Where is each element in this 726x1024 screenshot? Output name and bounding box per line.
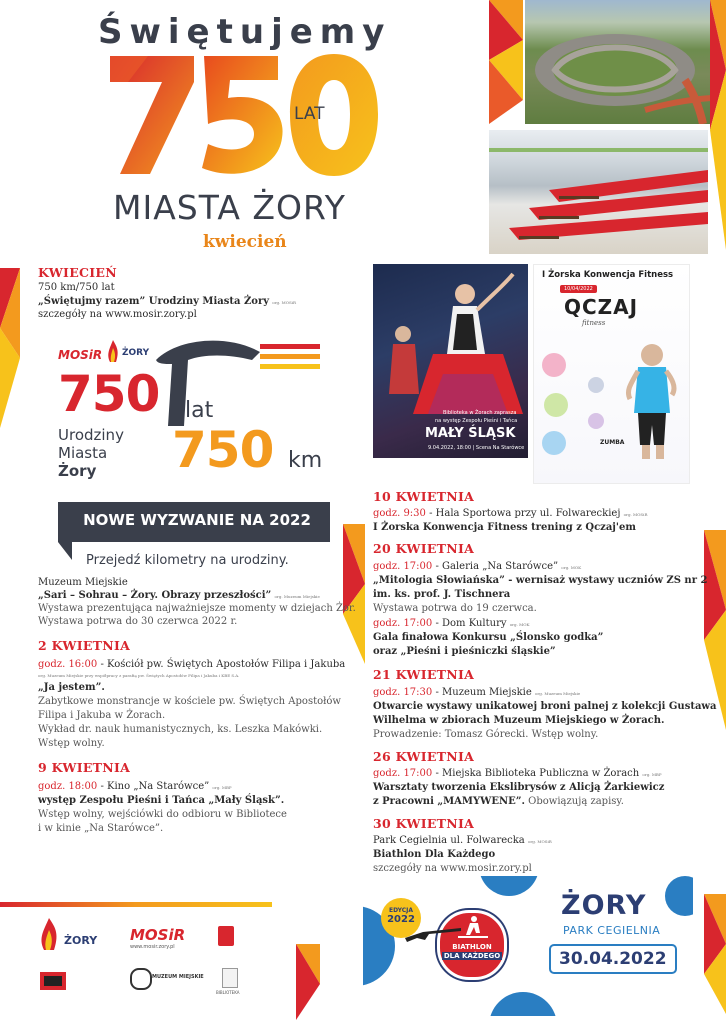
museum-desc2: Wystawa potrwa do 30 czerwca 2022 r. bbox=[38, 616, 238, 627]
apr26-place: - Miejska Biblioteka Publiczna w Żorach bbox=[432, 768, 640, 779]
apr21-n2: Wilhelma w zbiorach Muzeum Miejskiego w Żorach. bbox=[373, 715, 665, 726]
logo-mok-icon bbox=[218, 926, 234, 946]
photo-pumptrack bbox=[525, 0, 711, 124]
photo-biathlon-range bbox=[489, 130, 708, 254]
poster-fitness bbox=[533, 264, 690, 484]
apr20-name2a: Gala finałowa Konkursu „Ślonsko godka” bbox=[373, 632, 604, 643]
apr9-place: - Kino „Na Starówce” bbox=[97, 781, 210, 792]
header-swietujemy: Świętujemy bbox=[98, 12, 392, 52]
apr2-place: - Kościół pw. Świętych Apostołów Filipa i Jakuba bbox=[97, 659, 346, 670]
badge-750-years: 750 bbox=[58, 365, 160, 423]
intro-title: KWIECIEŃ bbox=[38, 265, 117, 280]
logo-zory-flame-icon bbox=[38, 918, 60, 950]
apr20-title: 20 KWIETNIA bbox=[373, 541, 475, 556]
apr2-time-line bbox=[38, 658, 345, 671]
badge-miasta: Miasta bbox=[58, 444, 108, 462]
bottom-rule bbox=[0, 902, 272, 907]
logo-zory-text: ŻORY bbox=[64, 934, 98, 947]
apr2-d4: Wstęp wolny. bbox=[38, 738, 105, 749]
badge-subtitle: Przejedź kilometry na urodziny. bbox=[86, 553, 289, 568]
badge-750-km: 750 bbox=[172, 421, 274, 479]
museum-title: „Sari – Sohrau – Żory. Obrazy przeszłości” bbox=[38, 590, 272, 601]
apr20-org1: org. MOK bbox=[561, 565, 582, 570]
apr20-place1: - Galeria „Na Starówce” bbox=[432, 561, 559, 572]
apr9-org: org. MBP bbox=[212, 785, 232, 790]
badge-lat: lat bbox=[185, 398, 214, 423]
saddle-t-icon bbox=[148, 330, 328, 430]
apr26-time-line bbox=[373, 767, 662, 781]
biathlon-mosir: MOSiR bbox=[493, 902, 527, 912]
intro-line1: 750 km/750 lat bbox=[38, 282, 115, 293]
apr9-title: 9 KWIETNIA bbox=[38, 760, 131, 775]
logo-muzeum-icon bbox=[130, 968, 152, 990]
apr9-d1: Wstęp wolny, wejściówki do odbioru w Bibliotece bbox=[38, 809, 287, 820]
deco-triangles-left-mid bbox=[0, 268, 20, 428]
biathlon-edycja: EDYCJA bbox=[388, 907, 414, 914]
apr21-place: - Muzeum Miejskie bbox=[432, 687, 532, 698]
apr20-time2-line bbox=[373, 617, 529, 631]
apr20-name2b: oraz „Pieśni i pieśniczki śląskie” bbox=[373, 646, 556, 657]
apr20-time2: godz. 17:00 bbox=[373, 618, 433, 629]
intro-line2-text: „Świętujmy razem” Urodziny Miasta Żory bbox=[38, 296, 270, 307]
poster1-l1: Biblioteka w Żorach zaprasza bbox=[443, 410, 517, 416]
poster2-date: 10/04/2022 bbox=[560, 285, 597, 293]
banner-text: NOWE WYZWANIE NA 2022 bbox=[83, 511, 311, 529]
badge-urodziny: Urodziny bbox=[58, 426, 124, 444]
apr2-time: godz. 16:00 bbox=[38, 659, 98, 670]
biathlon-park: PARK CEGIELNIA bbox=[563, 924, 661, 937]
apr10-name: I Żorska Konwencja Fitness trening z Qczaj'em bbox=[373, 522, 636, 533]
rifle-icon bbox=[403, 924, 463, 944]
museum-desc1: Wystawa prezentująca najważniejsze momenty w dziejach Żor. bbox=[38, 603, 356, 614]
apr10-title: 10 KWIETNIA bbox=[373, 489, 475, 504]
apr26-time: godz. 17:00 bbox=[373, 768, 433, 779]
intro-line2-org: org. MOSiR bbox=[272, 300, 297, 305]
apr9-time: godz. 18:00 bbox=[38, 781, 98, 792]
poster2-zumba: ZUMBA bbox=[600, 439, 625, 446]
museum-org: org. Muzeum Miejskie bbox=[274, 594, 320, 599]
poster-maly-slask bbox=[373, 264, 528, 482]
poster2-title: I Żorska Konwencja Fitness bbox=[542, 270, 674, 280]
apr30-place: Park Cegielnia ul. Folwarecka bbox=[373, 835, 525, 846]
biathlon-zory: ŻORY bbox=[561, 890, 647, 921]
apr21-time-line bbox=[373, 686, 580, 700]
deco-triangles-right-top bbox=[710, 0, 726, 250]
apr2-d1: Zabytkowe monstrancje w kościele pw. Świętych Apostołów bbox=[38, 696, 341, 707]
intro-line3: szczegóły na www.mosir.zory.pl bbox=[38, 309, 197, 320]
apr20-time1: godz. 17:00 bbox=[373, 561, 433, 572]
apr9-name: występ Zespołu Pieśni i Tańca „Mały Śląsk”. bbox=[38, 795, 285, 806]
apr26-title: 26 KWIETNIA bbox=[373, 749, 475, 764]
biathlon-dla: DLA KAŻDEGO bbox=[443, 952, 501, 960]
poster1-title: MAŁY ŚLĄSK bbox=[425, 426, 516, 441]
apr9-d2: i w kinie „Na Starówce”. bbox=[38, 823, 164, 834]
apr30-name: Biathlon Dla Każdego bbox=[373, 849, 496, 860]
apr30-place-line bbox=[373, 834, 552, 848]
apr20-d1: Wystawa potrwa do 19 czerwca. bbox=[373, 603, 537, 614]
deco-triangles-mid bbox=[343, 524, 365, 664]
biathlon-biathlon: BIATHLON bbox=[452, 943, 492, 951]
apr9-time-line bbox=[38, 780, 232, 794]
header-month: kwiecień bbox=[203, 232, 287, 252]
apr2-name: „Ja jestem”. bbox=[38, 682, 105, 693]
apr10-place: - Hala Sportowa przy ul. Folwareckiej bbox=[425, 508, 621, 519]
biathlon-poster bbox=[363, 876, 693, 1016]
poster2-sub: fitness bbox=[582, 319, 606, 327]
biathlon-date: 30.04.2022 bbox=[549, 944, 677, 974]
zory-flame-icon bbox=[106, 340, 120, 362]
poster1-date: 9.04.2022, 18:00 | Scena Na Starówce bbox=[428, 445, 525, 451]
apr20-name1b: im. ks. prof. J. Tischnera bbox=[373, 589, 511, 600]
logo-biblioteka-text: BIBLIOTEKA bbox=[216, 990, 240, 995]
apr21-title: 21 KWIETNIA bbox=[373, 667, 475, 682]
badge-mosir-logo bbox=[58, 344, 104, 366]
deco-triangles-right-bottom bbox=[704, 894, 726, 1014]
poster1-logos-strip bbox=[373, 458, 528, 482]
apr2-org: org. Muzeum Miejskie przy współpracy z parafią pw. Świętych Apostołów Filipa i Jakuba i KBE S.A. bbox=[38, 673, 240, 678]
apr21-org: org. Muzeum Miejskie bbox=[534, 691, 581, 696]
logo-mosir-url: www.mosir.zory.pl bbox=[130, 944, 175, 950]
badge-km: km bbox=[288, 448, 323, 473]
apr30-org: org. MOSiR bbox=[527, 839, 552, 844]
badge-mosir-text: MOSiR bbox=[58, 348, 103, 362]
poster2-brand: QCZAJ bbox=[564, 295, 639, 319]
digit-5 bbox=[202, 56, 283, 174]
deco-triangles-bottom-center bbox=[296, 944, 320, 1020]
apr2-d3: Wykład dr. nauk humanistycznych, ks. Leszka Makówki. bbox=[38, 724, 323, 735]
museum-place: Muzeum Miejskie bbox=[38, 577, 128, 588]
apr21-n1: Otwarcie wystawy unikatowej broni palnej z kolekcji Gustawa bbox=[373, 701, 717, 712]
header-miasta-zory: MIASTA ŻORY bbox=[113, 188, 346, 227]
logo-muzeum-text: MUZEUM MIEJSKIE bbox=[152, 974, 204, 980]
biathlon-year: 2022 bbox=[387, 914, 415, 925]
logo-kino-icon bbox=[40, 972, 66, 990]
biathlon-emblem bbox=[437, 910, 507, 980]
apr20-place2: - Dom Kultury bbox=[432, 618, 507, 629]
apr2-title: 2 KWIETNIA bbox=[38, 638, 131, 653]
apr26-n2: z Pracowni „MAMYWENE”. bbox=[373, 796, 525, 807]
apr10-org: org. MOSiR bbox=[623, 512, 648, 517]
apr20-time1-line bbox=[373, 560, 581, 574]
apr30-title: 30 KWIETNIA bbox=[373, 816, 475, 831]
apr26-n2-line bbox=[373, 795, 624, 808]
apr10-time-line bbox=[373, 507, 647, 521]
apr20-name1a: „Mitologia Słowiańska” - wernisaż wystawy uczniów ZS nr 2 bbox=[373, 575, 708, 586]
badge-zory2: Żory bbox=[58, 462, 97, 480]
apr26-d1: Obowiązują zapisy. bbox=[524, 796, 624, 807]
apr26-n1: Warsztaty tworzenia Ekslibrysów z Alicją Żarkiewicz bbox=[373, 782, 665, 793]
deco-triangles-top-left bbox=[489, 0, 523, 124]
badge-zory-text: ŻORY bbox=[122, 348, 150, 358]
header-lat: LAT bbox=[294, 104, 325, 124]
apr21-d1: Prowadzenie: Tomasz Górecki. Wstęp wolny. bbox=[373, 729, 599, 740]
apr21-time: godz. 17:30 bbox=[373, 687, 433, 698]
apr20-org2: org. MOK bbox=[509, 622, 530, 627]
logo-biblioteka-icon bbox=[222, 968, 238, 988]
header-750-graphic bbox=[108, 52, 378, 180]
apr2-d2: Filipa i Jakuba w Żorach. bbox=[38, 710, 166, 721]
apr10-time: godz. 9:30 bbox=[373, 508, 426, 519]
logo-mosir: MOSiR bbox=[130, 926, 186, 944]
apr30-d1: szczegóły na www.mosir.zory.pl bbox=[373, 863, 532, 874]
poster1-l2: na występ Zespołu Pieśni i Tańca bbox=[435, 418, 518, 424]
apr26-org: org. MBP bbox=[642, 772, 662, 777]
